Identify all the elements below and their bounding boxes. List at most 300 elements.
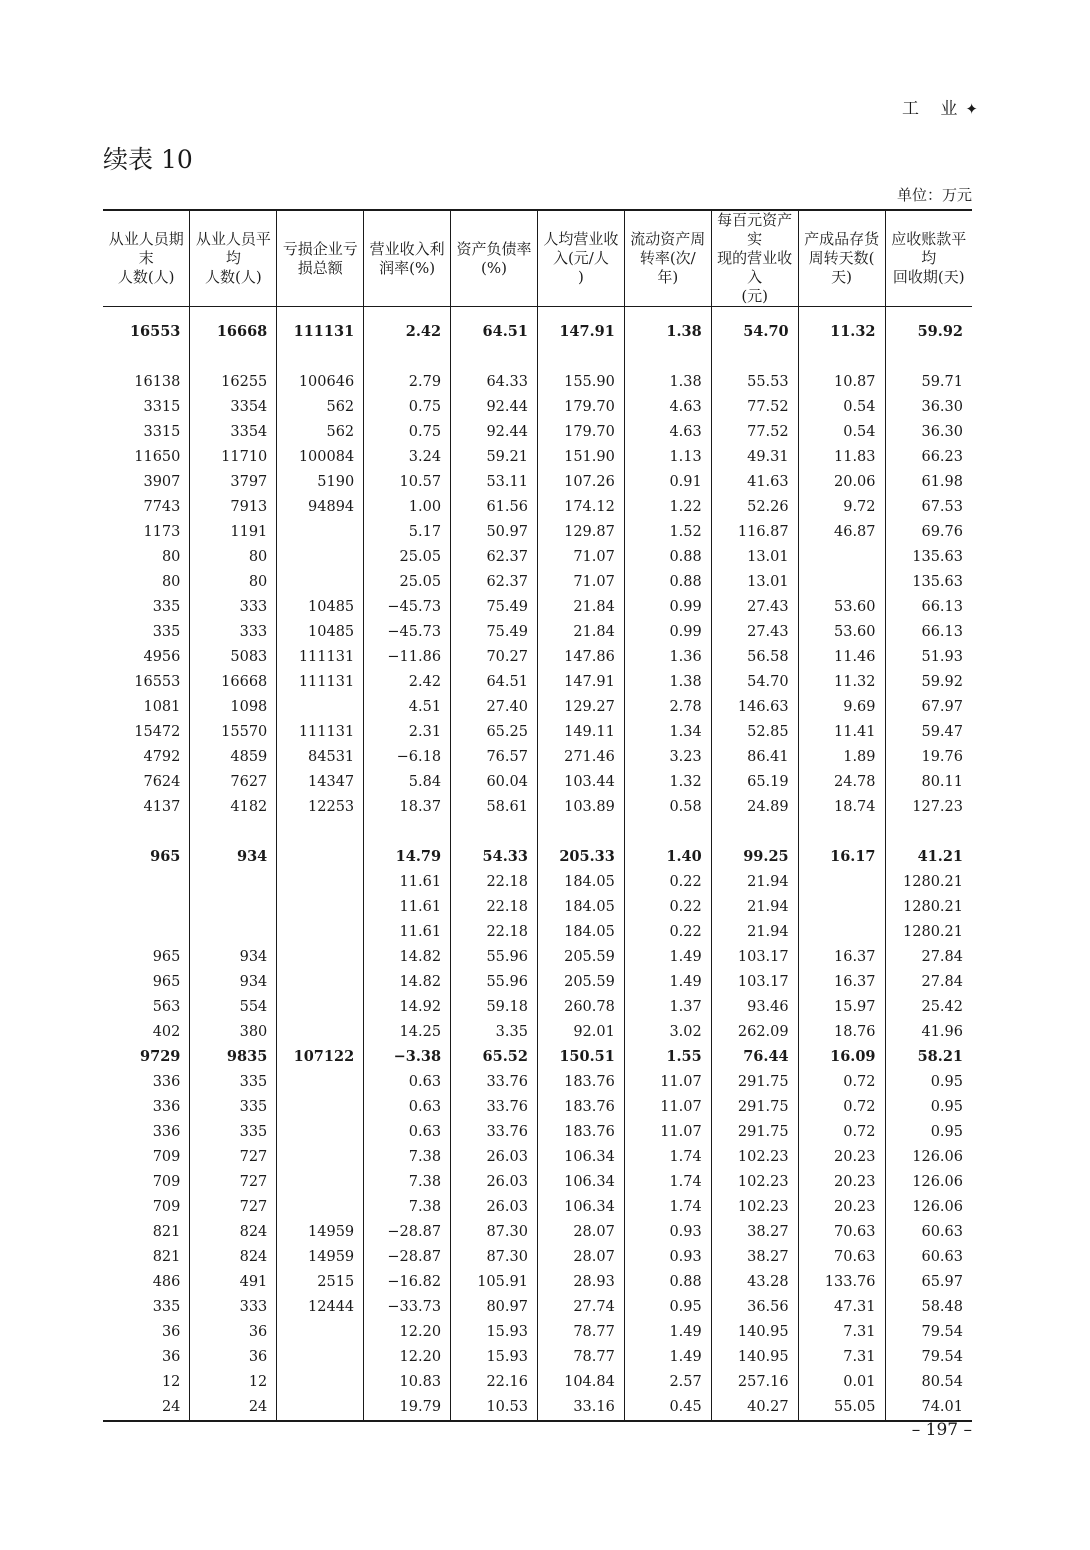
table-cell xyxy=(277,1194,364,1219)
table-row xyxy=(103,444,972,469)
table-cell: 59.21 xyxy=(451,444,538,469)
table-cell: 12253 xyxy=(277,794,364,819)
table-cell: 11.61 xyxy=(364,894,451,919)
table-cell xyxy=(624,819,711,844)
table-cell: 0.63 xyxy=(364,1094,451,1119)
table-cell: 103.17 xyxy=(711,969,798,994)
table-cell: 380 xyxy=(190,1019,277,1044)
table-cell xyxy=(277,1069,364,1094)
running-head xyxy=(902,94,978,119)
table-cell: 11650 xyxy=(134,448,181,465)
table-cell: 16.37 xyxy=(798,944,885,969)
table-cell: 14.82 xyxy=(364,969,451,994)
table-cell xyxy=(798,894,885,919)
table-cell: 0.88 xyxy=(624,1269,711,1294)
table-cell: 1191 xyxy=(190,519,277,544)
table-cell: 67.97 xyxy=(885,694,972,719)
table-cell: 78.77 xyxy=(537,1344,624,1369)
table-cell xyxy=(277,994,364,1019)
table-cell xyxy=(364,819,451,844)
table-cell xyxy=(537,819,624,844)
table-row xyxy=(103,1369,972,1394)
table-cell: 28.07 xyxy=(537,1244,624,1269)
table-row xyxy=(103,894,972,919)
table-cell: 9.69 xyxy=(798,694,885,719)
table-cell: 7913 xyxy=(190,494,277,519)
table-cell: 563 xyxy=(152,998,181,1015)
table-cell: 65.52 xyxy=(451,1044,538,1069)
table-cell xyxy=(277,344,364,369)
table-cell: 107122 xyxy=(277,1044,364,1069)
table-cell: 27.40 xyxy=(451,694,538,719)
table-cell: 155.90 xyxy=(537,369,624,394)
table-cell: 7.31 xyxy=(798,1344,885,1369)
table-cell: 76.57 xyxy=(451,744,538,769)
table-cell xyxy=(277,919,364,944)
table-cell: 22.18 xyxy=(451,919,538,944)
table-cell: 66.13 xyxy=(885,619,972,644)
table-cell: 1098 xyxy=(190,694,277,719)
table-cell xyxy=(103,894,190,919)
table-cell xyxy=(277,1344,364,1369)
table-cell: 21.84 xyxy=(537,619,624,644)
table-cell: 64.51 xyxy=(451,307,538,345)
table-cell: 24 xyxy=(190,1394,277,1421)
table-cell: 41.63 xyxy=(711,469,798,494)
table-cell xyxy=(451,819,538,844)
table-cell: 562 xyxy=(277,394,364,419)
table-cell: 65.19 xyxy=(711,769,798,794)
table-cell: 11710 xyxy=(190,444,277,469)
table-cell: 22.18 xyxy=(451,894,538,919)
table-cell: 1081 xyxy=(143,698,181,715)
table-cell: 1.37 xyxy=(624,994,711,1019)
table-cell: 965 xyxy=(152,973,181,990)
table-cell: 12444 xyxy=(277,1294,364,1319)
table-cell: 11.07 xyxy=(624,1069,711,1094)
table-cell: 821 xyxy=(152,1248,181,1265)
table-cell: 24.78 xyxy=(798,769,885,794)
table-cell: 184.05 xyxy=(537,869,624,894)
table-cell: 87.30 xyxy=(451,1219,538,1244)
table-cell xyxy=(277,1169,364,1194)
table-cell: 16.09 xyxy=(798,1044,885,1069)
table-cell: 111131 xyxy=(277,307,364,345)
table-cell: 5190 xyxy=(277,469,364,494)
table-cell: 59.47 xyxy=(885,719,972,744)
table-cell: 150.51 xyxy=(537,1044,624,1069)
table-cell: 15.93 xyxy=(451,1319,538,1344)
table-row xyxy=(103,1394,972,1421)
table-cell xyxy=(103,819,190,844)
table-cell: 61.56 xyxy=(451,494,538,519)
table-cell: 1.55 xyxy=(624,1044,711,1069)
table-cell: 58.48 xyxy=(885,1294,972,1319)
table-cell: 934 xyxy=(190,969,277,994)
table-cell xyxy=(277,944,364,969)
table-cell: 69.76 xyxy=(885,519,972,544)
table-cell: 36.56 xyxy=(711,1294,798,1319)
table-cell: 60.63 xyxy=(885,1244,972,1269)
table-cell: 0.54 xyxy=(798,394,885,419)
table-cell: 77.52 xyxy=(711,394,798,419)
table-row xyxy=(103,1069,972,1094)
table-cell: 146.63 xyxy=(711,694,798,719)
table-cell: 0.45 xyxy=(624,1394,711,1421)
table-cell: 3354 xyxy=(190,419,277,444)
table-row xyxy=(103,769,972,794)
table-cell: 821 xyxy=(152,1223,181,1240)
table-row xyxy=(103,694,972,719)
unit-label: 单位：万元 xyxy=(896,186,972,204)
table-cell: 1.49 xyxy=(624,1344,711,1369)
table-cell: 19.76 xyxy=(885,744,972,769)
table-cell: 147.91 xyxy=(537,669,624,694)
table-cell: 174.12 xyxy=(537,494,624,519)
table-cell: 36 xyxy=(161,1348,181,1365)
table-cell: 54.70 xyxy=(711,307,798,345)
table-cell: 0.95 xyxy=(885,1069,972,1094)
table-cell: 49.31 xyxy=(711,444,798,469)
table-cell: 78.77 xyxy=(537,1319,624,1344)
table-cell: 14347 xyxy=(277,769,364,794)
table-cell: 22.18 xyxy=(451,869,538,894)
table-cell xyxy=(103,344,190,369)
table-cell: 402 xyxy=(152,1023,181,1040)
table-cell: 20.23 xyxy=(798,1194,885,1219)
table-cell: 43.28 xyxy=(711,1269,798,1294)
table-cell: 59.92 xyxy=(885,669,972,694)
table-cell: 11.83 xyxy=(798,444,885,469)
table-cell xyxy=(277,1319,364,1344)
table-cell: 554 xyxy=(190,994,277,1019)
table-cell: 55.53 xyxy=(711,369,798,394)
table-cell xyxy=(190,869,277,894)
table-cell: 36 xyxy=(161,1323,181,1340)
table-cell: 183.76 xyxy=(537,1069,624,1094)
table-row xyxy=(103,1344,972,1369)
table-cell: 25.42 xyxy=(885,994,972,1019)
table-row xyxy=(103,794,972,819)
table-cell: 1.49 xyxy=(624,944,711,969)
table-cell: 271.46 xyxy=(537,744,624,769)
table-cell: 2.57 xyxy=(624,1369,711,1394)
table-cell: 107.26 xyxy=(537,469,624,494)
table-cell: 151.90 xyxy=(537,444,624,469)
table-row xyxy=(103,494,972,519)
table-cell: 934 xyxy=(190,944,277,969)
table-cell: 66.13 xyxy=(885,594,972,619)
table-cell: 10.53 xyxy=(451,1394,538,1421)
table-cell: 59.18 xyxy=(451,994,538,1019)
table-cell: 1.40 xyxy=(624,844,711,869)
table-row xyxy=(103,394,972,419)
table-cell: 36 xyxy=(190,1319,277,1344)
table-cell: 4137 xyxy=(143,798,181,815)
table-cell xyxy=(277,569,364,594)
table-cell: 80 xyxy=(190,544,277,569)
table-cell: 80.11 xyxy=(885,769,972,794)
table-cell: 66.23 xyxy=(885,444,972,469)
table-cell: 333 xyxy=(190,619,277,644)
table-row xyxy=(103,1119,972,1144)
table-cell: 26.03 xyxy=(451,1144,538,1169)
table-cell: −6.18 xyxy=(364,744,451,769)
table-cell: 205.33 xyxy=(537,844,624,869)
table-cell: 10.87 xyxy=(798,369,885,394)
table-cell: 0.72 xyxy=(798,1119,885,1144)
table-cell: 80.97 xyxy=(451,1294,538,1319)
table-cell: 1.74 xyxy=(624,1194,711,1219)
table-cell: 74.01 xyxy=(885,1394,972,1421)
table-row xyxy=(103,544,972,569)
table-cell: 1.49 xyxy=(624,969,711,994)
table-cell: 126.06 xyxy=(885,1169,972,1194)
table-cell: 71.07 xyxy=(537,569,624,594)
table-cell: 11.46 xyxy=(798,644,885,669)
table-cell: 0.72 xyxy=(798,1094,885,1119)
table-cell: 129.87 xyxy=(537,519,624,544)
table-cell: 36 xyxy=(190,1344,277,1369)
table-cell: 0.63 xyxy=(364,1119,451,1144)
table-cell: 10.57 xyxy=(364,469,451,494)
table-cell: 59.92 xyxy=(885,307,972,345)
table-cell: 61.98 xyxy=(885,469,972,494)
table-cell xyxy=(103,919,190,944)
table-cell: 102.23 xyxy=(711,1144,798,1169)
table-cell: 5.17 xyxy=(364,519,451,544)
table-cell: 7.38 xyxy=(364,1194,451,1219)
table-cell: 3354 xyxy=(190,394,277,419)
table-cell: 16668 xyxy=(190,307,277,345)
table-cell: 336 xyxy=(152,1098,181,1115)
table-cell: 111131 xyxy=(277,669,364,694)
table-cell: 2.42 xyxy=(364,307,451,345)
table-cell xyxy=(537,344,624,369)
table-cell: 28.07 xyxy=(537,1219,624,1244)
table-cell: 3.02 xyxy=(624,1019,711,1044)
table-cell: 27.43 xyxy=(711,594,798,619)
table-row xyxy=(103,719,972,744)
table-cell: 80 xyxy=(190,569,277,594)
table-cell: 20.23 xyxy=(798,1169,885,1194)
table-cell: 727 xyxy=(190,1169,277,1194)
table-cell: 56.58 xyxy=(711,644,798,669)
table-cell: 335 xyxy=(152,623,181,640)
table-cell: 3.23 xyxy=(624,744,711,769)
table-cell: 52.26 xyxy=(711,494,798,519)
table-cell: 0.95 xyxy=(885,1119,972,1144)
table-cell: 36.30 xyxy=(885,419,972,444)
table-cell: 335 xyxy=(190,1094,277,1119)
table-cell: 111131 xyxy=(277,719,364,744)
table-row xyxy=(103,644,972,669)
table-cell: 133.76 xyxy=(798,1269,885,1294)
table-cell: 824 xyxy=(190,1244,277,1269)
table-cell: 21.94 xyxy=(711,919,798,944)
statistics-table xyxy=(103,209,972,1422)
table-cell: 87.30 xyxy=(451,1244,538,1269)
table-cell xyxy=(277,894,364,919)
table-cell: 7743 xyxy=(143,498,181,515)
table-cell: 1.00 xyxy=(364,494,451,519)
table-cell: 965 xyxy=(152,948,181,965)
table-row xyxy=(103,1144,972,1169)
table-cell: 291.75 xyxy=(711,1069,798,1094)
table-row xyxy=(103,419,972,444)
table-cell: 0.91 xyxy=(624,469,711,494)
table-cell: 486 xyxy=(152,1273,181,1290)
table-row xyxy=(103,1194,972,1219)
table-cell: 335 xyxy=(190,1069,277,1094)
table-cell: 183.76 xyxy=(537,1119,624,1144)
table-cell: 26.03 xyxy=(451,1169,538,1194)
table-cell: 53.60 xyxy=(798,619,885,644)
table-cell: 18.74 xyxy=(798,794,885,819)
table-cell: 16668 xyxy=(190,669,277,694)
table-cell: 333 xyxy=(190,1294,277,1319)
table-cell: 13.01 xyxy=(711,569,798,594)
table-cell: 1.38 xyxy=(624,669,711,694)
table-cell: 291.75 xyxy=(711,1119,798,1144)
table-cell: 4956 xyxy=(143,648,181,665)
table-cell: 11.07 xyxy=(624,1119,711,1144)
table-cell: 0.93 xyxy=(624,1244,711,1269)
table-cell: 16138 xyxy=(134,373,181,390)
table-row xyxy=(103,1044,972,1069)
table-cell: −33.73 xyxy=(364,1294,451,1319)
table-cell: 0.58 xyxy=(624,794,711,819)
table-cell: 15.93 xyxy=(451,1344,538,1369)
table-cell: 65.25 xyxy=(451,719,538,744)
table-cell: 79.54 xyxy=(885,1344,972,1369)
table-cell: 77.52 xyxy=(711,419,798,444)
table-cell: 11.32 xyxy=(798,669,885,694)
table-cell: 709 xyxy=(152,1198,181,1215)
table-cell: 126.06 xyxy=(885,1144,972,1169)
table-cell xyxy=(277,694,364,719)
table-cell: 55.96 xyxy=(451,944,538,969)
table-cell: 33.76 xyxy=(451,1069,538,1094)
table-cell: 0.22 xyxy=(624,894,711,919)
table-cell xyxy=(798,869,885,894)
column-header: 流动资产周 转率(次/ 年) xyxy=(624,210,711,307)
table-cell xyxy=(103,869,190,894)
table-row xyxy=(103,1244,972,1269)
table-cell: 0.99 xyxy=(624,619,711,644)
table-row xyxy=(103,519,972,544)
table-cell: 0.54 xyxy=(798,419,885,444)
table-row xyxy=(103,944,972,969)
table-cell xyxy=(885,344,972,369)
table-cell: 709 xyxy=(152,1173,181,1190)
column-header: 每百元资产实 现的营业收入 (元) xyxy=(711,210,798,307)
table-cell: 11.41 xyxy=(798,719,885,744)
table-cell: 59.71 xyxy=(885,369,972,394)
table-cell: 15472 xyxy=(134,723,181,740)
table-cell: 1.52 xyxy=(624,519,711,544)
table-cell: 727 xyxy=(190,1144,277,1169)
table-cell: 50.97 xyxy=(451,519,538,544)
table-cell: 70.63 xyxy=(798,1219,885,1244)
table-cell: 824 xyxy=(190,1219,277,1244)
table-cell: 335 xyxy=(190,1119,277,1144)
table-cell: 102.23 xyxy=(711,1169,798,1194)
table-cell: 1173 xyxy=(143,523,181,540)
table-cell: 709 xyxy=(152,1148,181,1165)
table-cell: 9729 xyxy=(140,1048,181,1065)
table-cell: 336 xyxy=(152,1123,181,1140)
table-cell: 28.93 xyxy=(537,1269,624,1294)
table-cell: 147.86 xyxy=(537,644,624,669)
table-cell: 27.84 xyxy=(885,969,972,994)
table-cell: 3797 xyxy=(190,469,277,494)
table-cell: 76.44 xyxy=(711,1044,798,1069)
table-cell: 103.17 xyxy=(711,944,798,969)
table-cell: 727 xyxy=(190,1194,277,1219)
table-cell: 5083 xyxy=(190,644,277,669)
table-cell xyxy=(451,344,538,369)
table-cell: 491 xyxy=(190,1269,277,1294)
table-cell: 0.22 xyxy=(624,919,711,944)
table-cell: 135.63 xyxy=(885,569,972,594)
table-cell: 1.36 xyxy=(624,644,711,669)
table-cell: 0.88 xyxy=(624,544,711,569)
table-cell: 140.95 xyxy=(711,1319,798,1344)
table-cell: 84531 xyxy=(277,744,364,769)
table-cell: 0.63 xyxy=(364,1069,451,1094)
table-cell: 0.88 xyxy=(624,569,711,594)
table-cell: 135.63 xyxy=(885,544,972,569)
table-cell: 1.74 xyxy=(624,1169,711,1194)
table-cell xyxy=(277,1094,364,1119)
table-cell: 92.44 xyxy=(451,394,538,419)
table-cell: 257.16 xyxy=(711,1369,798,1394)
table-cell xyxy=(190,344,277,369)
table-cell: 100646 xyxy=(277,369,364,394)
table-cell: 0.75 xyxy=(364,419,451,444)
table-cell: 0.93 xyxy=(624,1219,711,1244)
table-cell xyxy=(364,344,451,369)
table-cell: 54.70 xyxy=(711,669,798,694)
table-cell: 13.01 xyxy=(711,544,798,569)
table-cell: 1.22 xyxy=(624,494,711,519)
table-cell xyxy=(277,1119,364,1144)
table-cell: 15.97 xyxy=(798,994,885,1019)
table-cell: 4182 xyxy=(190,794,277,819)
table-cell xyxy=(190,894,277,919)
table-cell: −16.82 xyxy=(364,1269,451,1294)
table-cell: 1.34 xyxy=(624,719,711,744)
table-cell: 16.17 xyxy=(798,844,885,869)
table-cell: 33.16 xyxy=(537,1394,624,1421)
table-cell: 1.38 xyxy=(624,307,711,345)
table-cell: 21.84 xyxy=(537,594,624,619)
table-cell: 60.63 xyxy=(885,1219,972,1244)
table-row xyxy=(103,1219,972,1244)
table-cell: 3.24 xyxy=(364,444,451,469)
table-cell: 75.49 xyxy=(451,619,538,644)
table-cell: 27.74 xyxy=(537,1294,624,1319)
table-cell: 26.03 xyxy=(451,1194,538,1219)
table-cell: 336 xyxy=(152,1073,181,1090)
header-row xyxy=(103,210,972,307)
table-cell: 47.31 xyxy=(798,1294,885,1319)
table-row xyxy=(103,1094,972,1119)
table-cell: 179.70 xyxy=(537,419,624,444)
table-cell: 111131 xyxy=(277,644,364,669)
table-cell: 1.38 xyxy=(624,369,711,394)
